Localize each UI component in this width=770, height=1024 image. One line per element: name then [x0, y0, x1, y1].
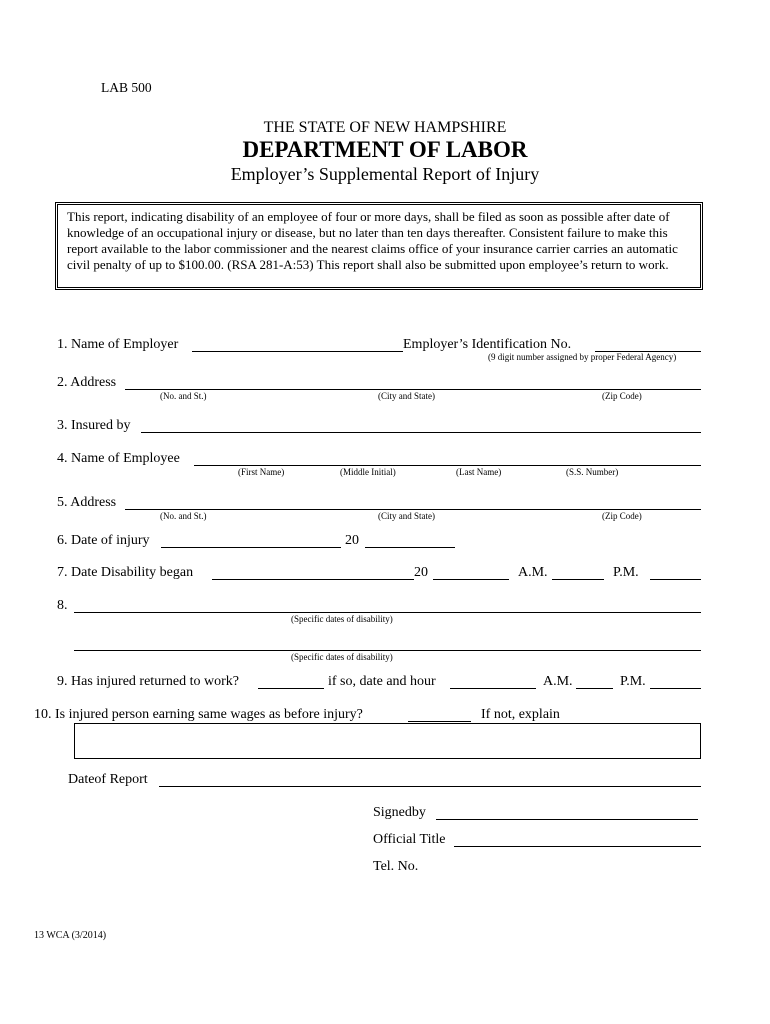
return-pm-field[interactable]	[650, 688, 701, 689]
disability-began-am-label: A.M.	[518, 565, 548, 580]
employer-address-zip-hint: (Zip Code)	[602, 391, 642, 401]
returned-to-work-label: 9. Has injured returned to work?	[57, 674, 239, 689]
employer-address-label: 2. Address	[57, 375, 117, 390]
employee-address-label: 5. Address	[57, 495, 117, 510]
department-heading: DEPARTMENT OF LABOR	[242, 137, 528, 162]
employer-address-street-hint: (No. and St.)	[160, 391, 207, 401]
date-of-report-label: Dateof Report	[68, 772, 148, 787]
employee-first-name-hint: (First Name)	[238, 467, 285, 477]
employee-address-field[interactable]	[125, 509, 701, 510]
employee-name-field[interactable]	[194, 465, 701, 466]
footer-form-code: 13 WCA (3/2014)	[34, 930, 107, 941]
employee-middle-initial-hint: (Middle Initial)	[340, 467, 396, 477]
disability-began-pm-label: P.M.	[613, 565, 639, 580]
date-of-injury-field[interactable]	[161, 547, 341, 548]
employee-last-name-hint: (Last Name)	[456, 467, 502, 477]
return-pm-label: P.M.	[620, 674, 646, 689]
notice-text: This report, indicating disability of an employee of four or more days, shall be filed as soon as possible after date of knowledge of an occupational injury or disease, but no later than ten days thereafter. Consistent failure to make this report available to the labor commissioner and the nearest claims office of your insurance carrier carries an automatic civil penalty of up to $100.00. (RSA 281-A:53) This report shall also be submitted upon employee’s return to work.	[57, 204, 701, 288]
employee-address-street-hint: (No. and St.)	[160, 511, 207, 521]
official-title-field[interactable]	[454, 846, 701, 847]
signed-by-label: Signedby	[373, 805, 426, 820]
disability-began-year-prefix: 20	[414, 565, 428, 580]
return-am-label: A.M.	[543, 674, 573, 689]
date-of-injury-year-prefix: 20	[345, 533, 359, 548]
return-date-hour-label: if so, date and hour	[328, 674, 436, 689]
tel-no-label: Tel. No.	[373, 859, 419, 874]
employee-ssn-hint: (S.S. Number)	[566, 467, 619, 477]
return-date-hour-field[interactable]	[450, 688, 536, 689]
employer-name-label: 1. Name of Employer	[57, 337, 179, 352]
disability-began-am-field[interactable]	[552, 579, 604, 580]
state-heading: THE STATE OF NEW HAMPSHIRE	[263, 119, 507, 136]
employer-address-field[interactable]	[125, 389, 701, 390]
employee-name-label: 4. Name of Employee	[57, 451, 180, 466]
same-wages-label: 10. Is injured person earning same wages as before injury?	[34, 707, 363, 722]
disability-began-field[interactable]	[212, 579, 414, 580]
ein-hint: (9 digit number assigned by proper Federal Agency)	[488, 352, 677, 362]
specific-dates-label: 8.	[57, 598, 68, 613]
form-code: LAB 500	[101, 80, 152, 95]
returned-to-work-field[interactable]	[258, 688, 324, 689]
ein-label: Employer’s Identification No.	[403, 337, 572, 352]
disability-began-year-field[interactable]	[433, 579, 509, 580]
official-title-label: Official Title	[373, 832, 446, 847]
date-of-injury-year-field[interactable]	[365, 547, 455, 548]
specific-dates-field-2[interactable]	[74, 650, 701, 651]
date-of-injury-label: 6. Date of injury	[57, 533, 150, 548]
specific-dates-field-1[interactable]	[74, 612, 701, 613]
disability-began-pm-field[interactable]	[650, 579, 701, 580]
page-title: Employer’s Supplemental Report of Injury	[230, 164, 540, 184]
employer-address-city-hint: (City and State)	[378, 391, 435, 401]
insured-by-label: 3. Insured by	[57, 418, 131, 433]
insured-by-field[interactable]	[141, 432, 701, 433]
date-of-report-field[interactable]	[159, 786, 701, 787]
specific-dates-hint-2: (Specific dates of disability)	[291, 652, 393, 662]
employee-address-city-hint: (City and State)	[378, 511, 435, 521]
employer-name-field[interactable]	[192, 351, 403, 352]
explain-label: If not, explain	[481, 707, 560, 722]
return-am-field[interactable]	[576, 688, 613, 689]
employee-address-zip-hint: (Zip Code)	[602, 511, 642, 521]
specific-dates-hint-1: (Specific dates of disability)	[291, 614, 393, 624]
disability-began-label: 7. Date Disability began	[57, 565, 194, 580]
same-wages-field[interactable]	[408, 721, 471, 722]
explain-textbox[interactable]	[74, 723, 701, 759]
signed-by-field[interactable]	[436, 819, 698, 820]
